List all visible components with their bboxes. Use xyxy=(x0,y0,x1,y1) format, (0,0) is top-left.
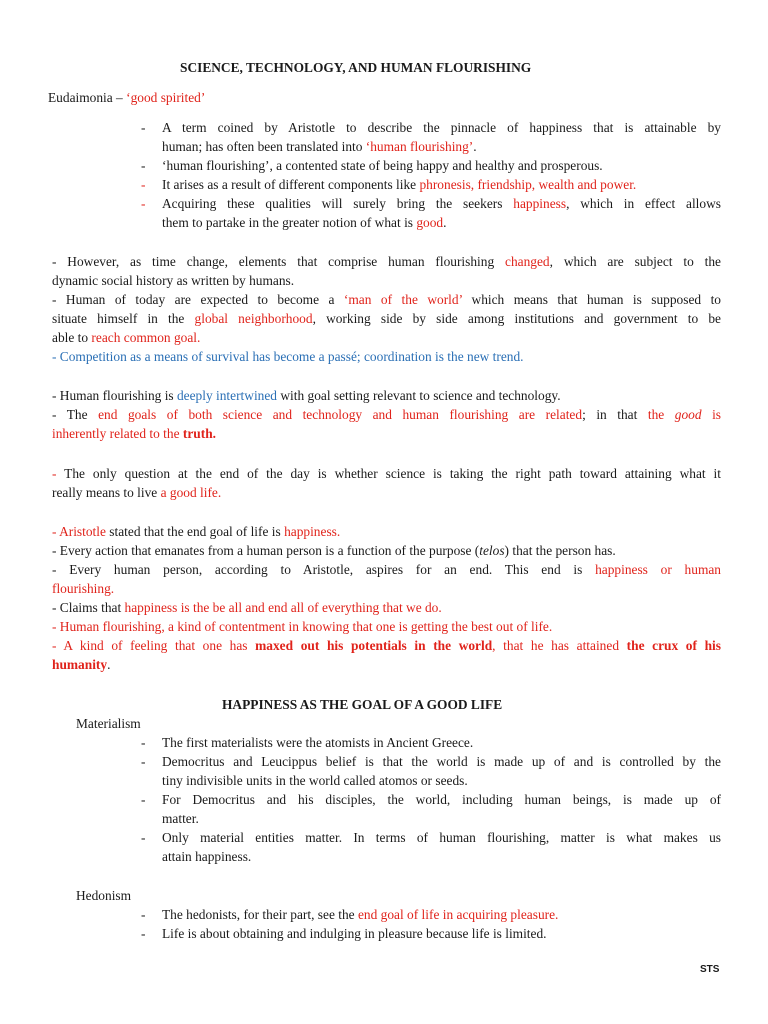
paragraph-line: - Competition as a means of survival has become a passé; coordination is the new trend. xyxy=(52,349,524,364)
text-run: - The xyxy=(52,407,99,422)
subheading-materialism: Materialism xyxy=(76,716,141,731)
bullet-dash: - xyxy=(141,830,146,845)
bullet-dash: - xyxy=(141,158,146,173)
text-run: ) that the person has. xyxy=(504,543,616,558)
text-run-red: - A kind of feeling that one has xyxy=(52,638,256,653)
text-run-red: - xyxy=(52,466,65,481)
bullet-text: Life is about obtaining and indulging in pleasure because life is limited. xyxy=(162,926,547,941)
paragraph-line xyxy=(52,424,216,443)
text-run: - Every human person, according to Aristotle, aspires for an end. This end is xyxy=(52,562,596,577)
bullet-text: For Democritus and his disciples, the world, including human beings, is made up of xyxy=(162,792,721,807)
bullet-text: tiny indivisible units in the world called atomos or seeds. xyxy=(162,773,468,788)
eudaimonia-line xyxy=(48,88,205,107)
bullet-dash: - xyxy=(141,754,146,769)
paragraph-line xyxy=(52,386,561,405)
text-run-red-bold: truth. xyxy=(182,426,216,441)
text-run: - Every action that emanates from a human person is a function of the purpose ( xyxy=(52,543,480,558)
bullet-text xyxy=(162,175,636,194)
text-run-red: is xyxy=(701,407,722,422)
text-run-red: a good life. xyxy=(160,485,222,500)
text-run-red: , that he has attained xyxy=(492,638,627,653)
paragraph-line xyxy=(52,405,721,424)
text-run-blue: deeply intertwined xyxy=(176,388,277,403)
paragraph-line xyxy=(52,541,616,560)
text-run-red: phronesis, friendship, wealth and power. xyxy=(419,177,637,192)
paragraph-line xyxy=(52,655,110,674)
subheading-hedonism: Hedonism xyxy=(76,888,132,903)
bullet-dash: - xyxy=(141,196,146,211)
paragraph-line: - Human flourishing, a kind of contentment in knowing that one is getting the best out of life. xyxy=(52,619,553,634)
text-run: really means to live xyxy=(52,485,161,500)
page-title: SCIENCE, TECHNOLOGY, AND HUMAN FLOURISHING xyxy=(180,60,532,75)
text-run: which means that human is supposed to xyxy=(462,292,721,307)
section-heading: HAPPINESS AS THE GOAL OF A GOOD LIFE xyxy=(222,697,503,712)
text-run: - Human flourishing is xyxy=(52,388,177,403)
text-run: them to partake in the greater notion of what is xyxy=(162,215,417,230)
text-run: able to xyxy=(52,330,92,345)
paragraph-line xyxy=(52,328,200,347)
bullet-text xyxy=(162,194,721,213)
bullet-dash: - xyxy=(141,792,146,807)
bullet-text: Only material entities matter. In terms of human flourishing, matter is what makes us xyxy=(162,830,721,845)
text-run-red-bold: humanity xyxy=(52,657,108,672)
paragraph-line xyxy=(52,522,340,541)
page-footer: STS xyxy=(700,964,720,975)
paragraph-line xyxy=(52,560,721,579)
text-run: . xyxy=(107,657,111,672)
text-run: ; in that xyxy=(582,407,648,422)
text-run-red-italic: good xyxy=(674,407,702,422)
text-run-red: inherently related to the xyxy=(52,426,183,441)
bullet-text: matter. xyxy=(162,811,199,826)
text-run-red-bold: maxed out his potentials in the world xyxy=(255,638,493,653)
text-run-red: happiness xyxy=(513,196,567,211)
text-run-red: - Aristotle xyxy=(52,524,106,539)
bullet-text: The first materialists were the atomists in Ancient Greece. xyxy=(162,735,474,750)
text-run: Acquiring these qualities will surely bring the seekers xyxy=(162,196,514,211)
text-run: , which are subject to the xyxy=(549,254,721,269)
text-run: - Claims that xyxy=(52,600,125,615)
bullet-text: Democritus and Leucippus belief is that the world is made up of and is controlled by the xyxy=(162,754,721,769)
bullet-text: attain happiness. xyxy=(162,849,252,864)
bullet-dash: - xyxy=(141,926,146,941)
text-run-italic: telos xyxy=(479,543,505,558)
bullet-dash: - xyxy=(141,735,146,750)
text-run: . xyxy=(443,215,447,230)
paragraph-line xyxy=(52,636,721,655)
bullet-dash: - xyxy=(141,907,146,922)
text-run-red: reach common goal. xyxy=(91,330,201,345)
text-run-red: global neighborhood xyxy=(194,311,313,326)
text-run: situate himself in the xyxy=(52,311,195,326)
text-run-red: the xyxy=(647,407,675,422)
bullet-text: ‘human flourishing’, a contented state of being happy and healthy and prosperous. xyxy=(162,158,603,173)
paragraph-line xyxy=(52,598,442,617)
text-run: The hedonists, for their part, see the xyxy=(162,907,358,922)
text-run: stated that the end goal of life is xyxy=(105,524,285,539)
text-run-red: end goals of both science and technology and human flourishing are related xyxy=(98,407,583,422)
bullet-text xyxy=(162,137,477,156)
text-run-red: good xyxy=(416,215,444,230)
bullet-dash: - xyxy=(141,120,146,135)
text-run-red: happiness. xyxy=(284,524,341,539)
paragraph-line: flourishing. xyxy=(52,581,115,596)
text-run: , which in effect allows xyxy=(566,196,721,211)
paragraph-line xyxy=(52,252,721,271)
text-run: - Human of today are expected to become a xyxy=(52,292,344,307)
text-run: - However, as time change, elements that comprise human flourishing xyxy=(52,254,505,269)
eudaimonia-meaning: ‘good spirited’ xyxy=(126,90,206,105)
text-run: The only question at the end of the day is whether science is taking the right path toward attaining what it xyxy=(64,466,721,481)
paragraph-line xyxy=(52,483,221,502)
paragraph-line xyxy=(52,309,721,328)
text-run: , working side by side among institutions and government to be xyxy=(312,311,721,326)
bullet-text: A term coined by Aristotle to describe the pinnacle of happiness that is attainable by xyxy=(162,120,721,135)
text-run-red: end goal of life in acquiring pleasure. xyxy=(357,907,559,922)
text-run: human; has often been translated into xyxy=(162,139,366,154)
text-run: It arises as a result of different components like xyxy=(162,177,420,192)
paragraph-line xyxy=(52,290,721,309)
text-run-red: happiness is the be all and end all of everything that we do. xyxy=(124,600,442,615)
text-run-red-bold: the crux of his xyxy=(626,638,721,653)
text-run-red: ‘human flourishing’ xyxy=(365,139,474,154)
text-run-red: ‘man of the world’ xyxy=(343,292,463,307)
text-run-red: happiness or human xyxy=(595,562,721,577)
text-run-red: changed xyxy=(505,254,550,269)
bullet-dash: - xyxy=(141,177,146,192)
paragraph-line: dynamic social history as written by humans. xyxy=(52,273,295,288)
text-run: with goal setting relevant to science and technology. xyxy=(277,388,561,403)
paragraph-line xyxy=(52,464,721,483)
bullet-text xyxy=(162,213,446,232)
bullet-text xyxy=(162,905,558,924)
text-run: . xyxy=(473,139,477,154)
eudaimonia-term: Eudaimonia – xyxy=(48,90,127,105)
